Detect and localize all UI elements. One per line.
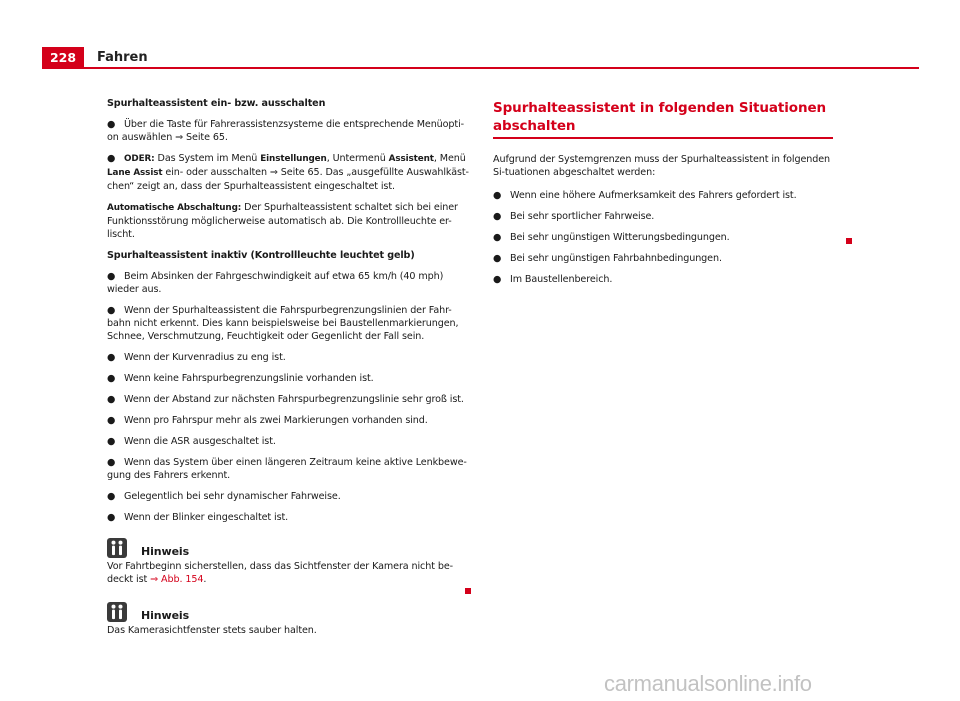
- header-rule: [84, 67, 919, 69]
- list-item: [493, 273, 843, 286]
- list-item: [107, 118, 472, 144]
- chapter-title: Fahren: [97, 50, 148, 65]
- intro-paragraph: Aufgrund der Systemgrenzen muss der Spurhalteassistent in folgenden Si-tuationen abgeschaltet werden:: [493, 154, 831, 178]
- list-item: [107, 304, 472, 343]
- bullet-icon: ●: [107, 153, 116, 164]
- section-end-marker: [465, 588, 471, 594]
- left-column: [107, 97, 472, 645]
- bullet-icon: ●: [107, 491, 116, 502]
- note-text: [107, 560, 472, 586]
- bullet-icon: ●: [107, 119, 116, 130]
- list-item-text: , Menü: [433, 153, 466, 164]
- list-item-text: Bei sehr sportlicher Fahrweise.: [510, 211, 655, 222]
- list-item: [107, 372, 472, 385]
- bullet-icon: ●: [493, 211, 502, 222]
- page-header: [0, 0, 960, 70]
- list-item-text: Wenn die ASR ausgeschaltet ist.: [124, 436, 276, 447]
- section-heading: Spurhalteassistent ein- bzw. ausschalten: [107, 98, 326, 109]
- list-item: [107, 351, 472, 364]
- list-item: [493, 252, 843, 265]
- list-item: [107, 414, 472, 427]
- bullet-icon: ●: [107, 271, 116, 282]
- auto-shutdown-paragraph: [107, 201, 472, 241]
- list-item: [107, 435, 472, 448]
- right-column: [493, 99, 843, 294]
- note-title: Hinweis: [141, 545, 190, 558]
- bullet-icon: ●: [493, 274, 502, 285]
- list-item-text: Das System im Menü: [154, 153, 261, 164]
- list-item-text: Wenn der Spurhalteassistent die Fahrspurbegrenzungslinien der Fahr-bahn nicht erkennt. Dies kann beispielsweise bei Baustellenmarkierungen, Schnee, Verschmutzung, Feuchtigkeit oder Gegenlicht der Fall sein.: [107, 305, 459, 342]
- list-item-text: Über die Taste für Fahrerassistenzsysteme die entsprechende Menüopti-on auswählen ⇒ Seite 65.: [107, 119, 465, 143]
- list-item-text: Gelegentlich bei sehr dynamischer Fahrweise.: [124, 491, 341, 502]
- bullet-icon: ●: [493, 190, 502, 201]
- bullet-icon: ●: [107, 373, 116, 384]
- bullet-icon: ●: [107, 352, 116, 363]
- list-item: [107, 270, 472, 296]
- note-header: [107, 602, 472, 622]
- bullet-icon: ●: [107, 305, 116, 316]
- list-item: [107, 490, 472, 503]
- list-item-text: Wenn keine Fahrspurbegrenzungslinie vorhanden ist.: [124, 373, 374, 384]
- bullet-icon: ●: [107, 394, 116, 405]
- list-item-text: Bei sehr ungünstigen Witterungsbedingungen.: [510, 232, 730, 243]
- list-item: [107, 511, 472, 524]
- paragraph-text: Der Spurhalteassistent schaltet sich bei einer Funktionsstörung möglicherweise automatisch ab. Die Kontrollleuchte er-lischt.: [107, 202, 458, 240]
- list-item-text: Wenn der Kurvenradius zu eng ist.: [124, 352, 286, 363]
- section-heading: Spurhalteassistent inaktiv (Kontrollleuchte leuchtet gelb): [107, 250, 415, 261]
- inactive-list: [107, 270, 472, 524]
- auto-shutdown-label: Automatische Abschaltung:: [107, 203, 242, 213]
- list-item-text: , Untermenü: [326, 153, 389, 164]
- bullet-icon: ●: [107, 436, 116, 447]
- note-header: [107, 538, 472, 558]
- menu-name: Assistent: [388, 154, 434, 164]
- list-item: [107, 456, 472, 482]
- list-item: [493, 189, 843, 202]
- list-item-text: Wenn das System über einen längeren Zeitraum keine aktive Lenkbewe-gung des Fahrers erkennt.: [107, 457, 467, 481]
- figure-link[interactable]: ⇒ Abb. 154: [150, 574, 204, 585]
- info-person-icon: [107, 602, 127, 622]
- list-item-text: Im Baustellenbereich.: [510, 274, 613, 285]
- bullet-icon: ●: [493, 253, 502, 264]
- menu-name: Lane Assist: [107, 168, 163, 178]
- section-end-marker: [846, 238, 852, 244]
- list-item-text: Beim Absinken der Fahrgeschwindigkeit auf etwa 65 km/h (40 mph) wieder aus.: [107, 271, 444, 295]
- list-item: [107, 393, 472, 406]
- list-item-text: Wenn der Abstand zur nächsten Fahrspurbegrenzungslinie sehr groß ist.: [124, 394, 464, 405]
- watermark: carmanualsonline.info: [604, 671, 812, 696]
- list-item: [493, 231, 843, 244]
- list-item-text: Wenn eine höhere Aufmerksamkeit des Fahrers gefordert ist.: [510, 190, 797, 201]
- bullet-icon: ●: [493, 232, 502, 243]
- list-item-text: ein- oder ausschalten ⇒ Seite 65. Das „ausgefüllte Auswahlkäst-chen“ zeigt an, dass der Spurhalteassistent eingeschaltet ist.: [107, 167, 469, 192]
- bullet-icon: ●: [107, 415, 116, 426]
- note-title: Hinweis: [141, 609, 190, 622]
- section-title: Spurhalteassistent in folgenden Situationen abschalten: [493, 99, 833, 139]
- list-item-text: Bei sehr ungünstigen Fahrbahnbedingungen.: [510, 253, 722, 264]
- bullet-icon: ●: [107, 457, 116, 468]
- note-text: Das Kamerasichtfenster stets sauber halten.: [107, 625, 317, 636]
- list-item-text: Wenn der Blinker eingeschaltet ist.: [124, 512, 289, 523]
- note-body: Vor Fahrtbeginn sicherstellen, dass das Sichtfenster der Kamera nicht be-deckt ist: [107, 561, 453, 585]
- note-body-end: .: [203, 574, 207, 585]
- bullet-icon: ●: [107, 512, 116, 523]
- list-item: [107, 152, 472, 193]
- menu-name: Einstellungen: [260, 154, 327, 164]
- page-number: 228: [42, 47, 84, 69]
- oder-label: ODER:: [124, 154, 155, 164]
- list-item-text: Wenn pro Fahrspur mehr als zwei Markierungen vorhanden sind.: [124, 415, 428, 426]
- list-item: [493, 210, 843, 223]
- info-person-icon: [107, 538, 127, 558]
